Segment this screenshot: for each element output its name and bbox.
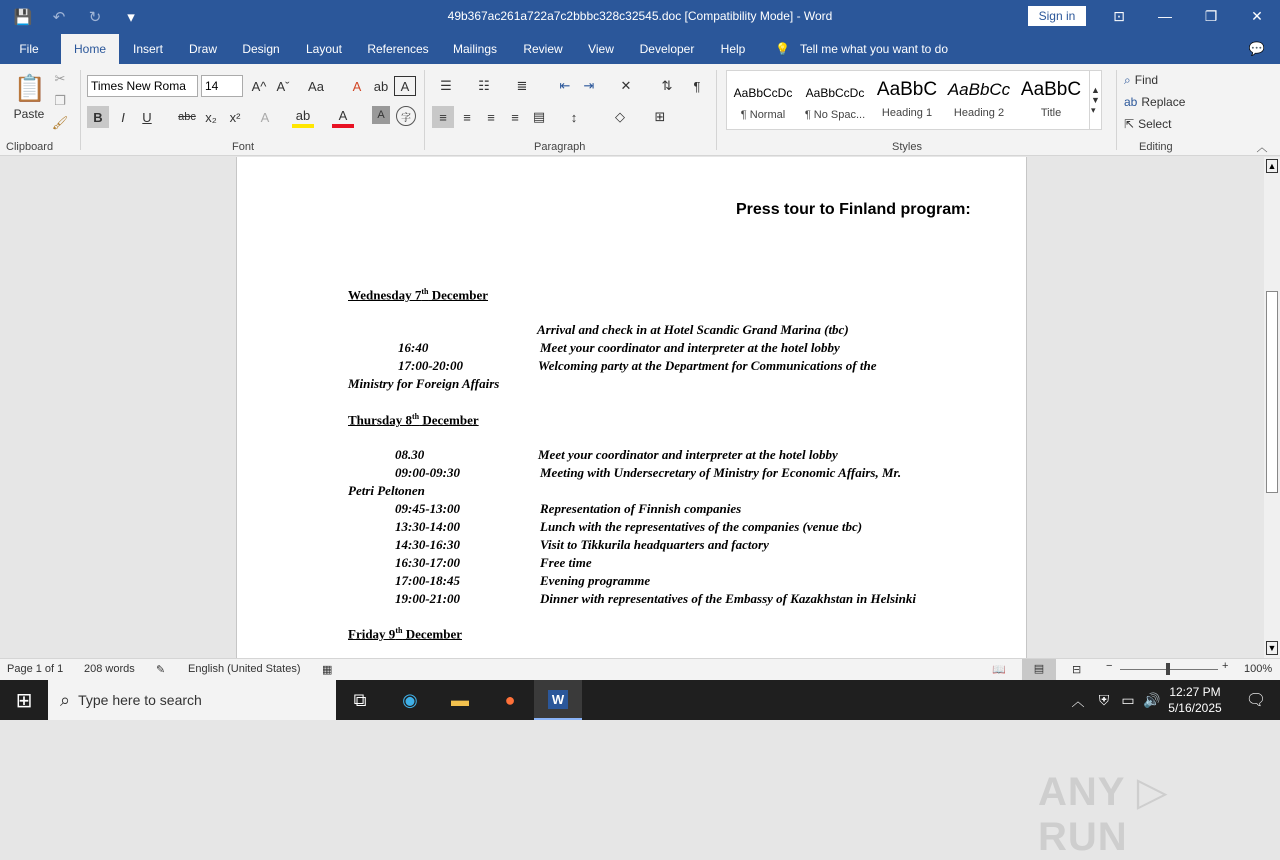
cursor-icon: ⇱ [1124, 117, 1135, 131]
style-heading-1[interactable] [871, 71, 943, 129]
tab-insert[interactable]: Insert [132, 42, 163, 56]
numbering-icon[interactable]: ☷ [478, 78, 490, 93]
cut-icon[interactable]: ✂ [54, 71, 66, 86]
schedule-text: Visit to Tikkurila headquarters and factory [540, 537, 769, 552]
divider [716, 70, 717, 150]
tab-developer[interactable]: Developer [639, 42, 695, 56]
font-size-dropdown[interactable]: 14 [201, 75, 243, 97]
show-hidden-icons-icon[interactable]: ︿ [1071, 693, 1085, 709]
align-center-button[interactable]: ≡ [463, 109, 471, 125]
schedule-text: Evening programme [540, 573, 651, 588]
tab-help[interactable]: Help [720, 42, 746, 56]
style-name: ¶ No Spac... [804, 109, 866, 121]
schedule-time: 13:30-14:00 [395, 519, 460, 534]
schedule-text: Meet your coordinator and interpreter at the hotel lobby [538, 447, 838, 462]
tell-me-search[interactable] [775, 34, 948, 64]
tell-me-text: Tell me what you want to do [799, 42, 949, 56]
sort-icon[interactable]: ⇅ [661, 78, 673, 93]
style-preview: AaBbCc [947, 80, 1011, 99]
tab-view[interactable]: View [588, 42, 614, 56]
document-page[interactable] [236, 157, 1027, 677]
schedule-text: Meeting with Undersecretary of Ministry for Economic Affairs, Mr. [540, 465, 902, 480]
show-hide-icon[interactable]: ¶ [693, 78, 701, 94]
tab-design[interactable]: Design [242, 42, 280, 56]
page-count[interactable]: Page 1 of 1 [7, 663, 64, 675]
ribbon-tabs [0, 34, 1280, 64]
tab-mailings[interactable]: Mailings [452, 42, 497, 56]
clipboard-group-label: Clipboard [6, 141, 54, 153]
superscript-button[interactable]: x² [229, 109, 241, 125]
web-layout-icon[interactable]: ⊟ [1072, 664, 1082, 676]
zoom-in-icon[interactable]: + [1222, 660, 1229, 672]
strikethrough-button[interactable]: abc [178, 111, 196, 123]
replace-button[interactable] [1124, 92, 1185, 112]
style-preview: AaBbCcDc [805, 86, 865, 100]
borders-icon[interactable]: ⊞ [654, 109, 666, 124]
edge-icon[interactable]: ◉ [402, 689, 418, 710]
style-preview: AaBbC [1020, 79, 1082, 100]
window-title: 49b367ac261a722a7c2bbbc328c32545.doc [Compatibility Mode] - Word [447, 9, 833, 23]
ribbon [0, 64, 1280, 156]
schedule-text: Meet your coordinator and interpreter at the hotel lobby [540, 340, 840, 355]
font-group-label: Font [232, 141, 255, 153]
highlight-icon[interactable]: ab [292, 106, 314, 128]
select-button[interactable] [1124, 114, 1171, 134]
style-name: Heading 1 [881, 107, 933, 119]
search-placeholder: Type here to search [78, 692, 202, 708]
style-no-spacing[interactable] [799, 71, 871, 129]
find-button[interactable] [1124, 70, 1158, 90]
style-name: Heading 2 [953, 107, 1005, 119]
schedule-time: 09:45-13:00 [395, 501, 460, 516]
font-color-icon[interactable]: A [332, 106, 354, 128]
schedule-text: Petri Peltonen [348, 483, 425, 498]
day-heading: Thursday 8th December [348, 412, 479, 428]
doc-heading: Press tour to Finland program: [736, 201, 971, 218]
schedule-text: Representation of Finnish companies [540, 501, 742, 516]
divider [80, 70, 81, 150]
bullets-icon[interactable]: ☰ [440, 78, 452, 93]
schedule-text: Dinner with representatives of the Embassy of Kazakhstan in Helsinki [540, 591, 916, 606]
notifications-icon[interactable]: 🗨 [1245, 692, 1267, 709]
replace-label: Replace [1141, 95, 1186, 109]
text-effects-icon[interactable]: A [260, 109, 270, 125]
clock[interactable] [1164, 684, 1226, 716]
tab-references[interactable]: References [367, 42, 429, 56]
file-explorer-icon[interactable]: ▬ [451, 689, 469, 710]
format-painter-icon[interactable]: 🖌 [51, 115, 69, 130]
phonetic-guide-icon[interactable]: ab [373, 78, 389, 94]
tab-home[interactable]: Home [61, 34, 119, 64]
replace-icon: ab [1124, 95, 1138, 109]
character-border-icon[interactable]: A [394, 76, 416, 96]
schedule-time: 08.30 [395, 447, 425, 462]
find-label: Find [1134, 73, 1159, 87]
scroll-down-icon[interactable]: ▼ [1267, 643, 1277, 653]
subscript-button[interactable]: x₂ [205, 109, 217, 125]
italic-button[interactable]: I [121, 109, 125, 125]
clock-date: 5/16/2025 [1168, 701, 1222, 715]
quick-access-toolbar [12, 6, 142, 28]
style-name: ¶ Normal [740, 109, 786, 121]
shading-icon[interactable]: ◇ [615, 109, 625, 124]
paste-icon[interactable]: 📋 [13, 72, 47, 103]
tab-draw[interactable]: Draw [188, 42, 217, 56]
network-icon[interactable]: ▭ [1121, 691, 1135, 708]
select-label: Select [1138, 117, 1172, 131]
schedule-time: 17:00-18:45 [395, 573, 460, 588]
character-shading-icon[interactable]: A [372, 106, 390, 124]
align-right-button[interactable]: ≡ [487, 109, 495, 125]
vertical-scrollbar[interactable] [1264, 157, 1280, 658]
schedule-text: Ministry for Foreign Affairs [348, 376, 500, 391]
increase-indent-icon[interactable]: ⇥ [583, 78, 595, 93]
divider [424, 70, 425, 150]
font-name-dropdown[interactable]: Times New Roma [87, 75, 198, 97]
style-name: Title [1040, 107, 1062, 119]
maximize-icon[interactable]: ❐ [1204, 7, 1218, 24]
minimize-icon[interactable]: — [1158, 8, 1172, 24]
decrease-indent-icon[interactable]: ⇤ [559, 78, 571, 93]
ribbon-display-options-icon[interactable]: ⊡ [1113, 7, 1125, 24]
schedule-text: Arrival and check in at Hotel Scandic Grand Marina (tbc) [537, 322, 849, 337]
word-count[interactable]: 208 words [84, 663, 135, 675]
style-heading-2[interactable] [943, 71, 1015, 129]
schedule-text: Welcoming party at the Department for Communications of the [538, 358, 877, 373]
schedule-text: Free time [540, 555, 592, 570]
comments-icon[interactable]: 💬 [1248, 41, 1266, 56]
schedule-time: 09:00-09:30 [395, 465, 460, 480]
style-normal[interactable] [727, 71, 799, 129]
task-view-icon[interactable]: ⧉ [353, 689, 367, 710]
grow-font-icon[interactable]: A^ [251, 78, 267, 94]
windows-start-icon[interactable]: ⊞ [15, 689, 33, 712]
schedule-time: 16:30-17:00 [395, 555, 460, 570]
undo-icon[interactable]: ↶ [52, 9, 66, 26]
taskbar [0, 680, 1280, 720]
status-bar [0, 658, 1280, 680]
word-taskbar-icon[interactable]: W [534, 680, 582, 720]
schedule-text: Lunch with the representatives of the companies (venue tbc) [540, 519, 863, 534]
paragraph-group-label: Paragraph [534, 141, 586, 153]
lightbulb-icon: 💡 [775, 42, 790, 56]
styles-gallery [726, 70, 1102, 130]
shrink-font-icon[interactable]: Aˇ [276, 78, 290, 94]
schedule-time: 16:40 [398, 340, 429, 355]
day-heading: Friday 9th December [348, 626, 462, 642]
read-mode-icon[interactable]: 📖 [992, 664, 1006, 676]
redo-icon[interactable]: ↻ [88, 9, 102, 26]
bold-button[interactable]: B [87, 106, 109, 128]
title-bar [0, 0, 1280, 34]
schedule-time: 14:30-16:30 [395, 537, 460, 552]
taskbar-search[interactable] [48, 680, 336, 720]
schedule-time: 17:00-20:00 [398, 358, 463, 373]
firefox-icon[interactable]: ● [504, 689, 516, 710]
zoom-out-icon[interactable]: − [1106, 660, 1113, 672]
asian-layout-icon[interactable]: ✕ [620, 78, 632, 93]
scroll-up-icon[interactable]: ▲ [1267, 161, 1277, 171]
tab-file[interactable]: File [19, 42, 39, 56]
zoom-slider-handle[interactable] [1166, 663, 1170, 675]
clock-time: 12:27 PM [1169, 685, 1221, 699]
justify-button[interactable]: ≡ [511, 109, 519, 125]
print-layout-icon[interactable]: ▤ [1022, 659, 1056, 680]
copy-icon[interactable]: ❐ [54, 93, 66, 108]
editing-group-label: Editing [1139, 141, 1173, 153]
sign-in-button[interactable]: Sign in [1028, 6, 1086, 26]
tab-review[interactable]: Review [523, 42, 563, 56]
day-heading: Wednesday 7th December [348, 287, 489, 303]
collapse-ribbon-icon[interactable]: ︿ [1256, 142, 1268, 154]
track-changes-icon[interactable]: ▦ [322, 664, 333, 676]
search-icon: ⌕ [1124, 72, 1131, 87]
divider [1116, 70, 1117, 150]
language[interactable]: English (United States) [188, 663, 301, 675]
watermark: ANY ▷ RUN [1038, 770, 1169, 859]
styles-scroll-icon[interactable]: ▲ ▼ ▾ [1089, 71, 1101, 129]
change-case-icon[interactable]: Aa [308, 78, 324, 94]
underline-button[interactable]: U [142, 109, 152, 125]
line-spacing-icon[interactable]: ↕ [570, 109, 578, 125]
schedule-time: 19:00-21:00 [395, 591, 460, 606]
save-icon[interactable]: 💾 [13, 9, 33, 26]
distributed-icon[interactable]: ▤ [532, 109, 546, 124]
style-preview: AaBbCcDc [733, 86, 793, 100]
styles-group-label: Styles [892, 141, 922, 153]
volume-icon[interactable]: 🔊 [1143, 691, 1161, 708]
proofing-icon[interactable]: ✎ [156, 664, 166, 676]
align-left-button[interactable]: ≡ [432, 106, 454, 128]
enclose-characters-icon[interactable]: 字 [396, 106, 416, 126]
tab-layout[interactable]: Layout [305, 42, 343, 56]
security-icon[interactable]: ⛨ [1098, 691, 1110, 708]
customize-qat-icon[interactable]: ▾ [127, 9, 135, 26]
close-icon[interactable]: ✕ [1251, 7, 1263, 24]
style-preview: AaBbC [876, 79, 938, 100]
clear-formatting-icon[interactable]: A [352, 78, 362, 94]
scroll-thumb[interactable] [1266, 291, 1278, 493]
search-icon: ⌕ [60, 689, 71, 710]
multilevel-list-icon[interactable]: ≣ [516, 78, 528, 93]
paste-button[interactable]: Paste [13, 107, 45, 121]
style-title[interactable] [1015, 71, 1087, 129]
zoom-level[interactable]: 100% [1244, 663, 1273, 675]
